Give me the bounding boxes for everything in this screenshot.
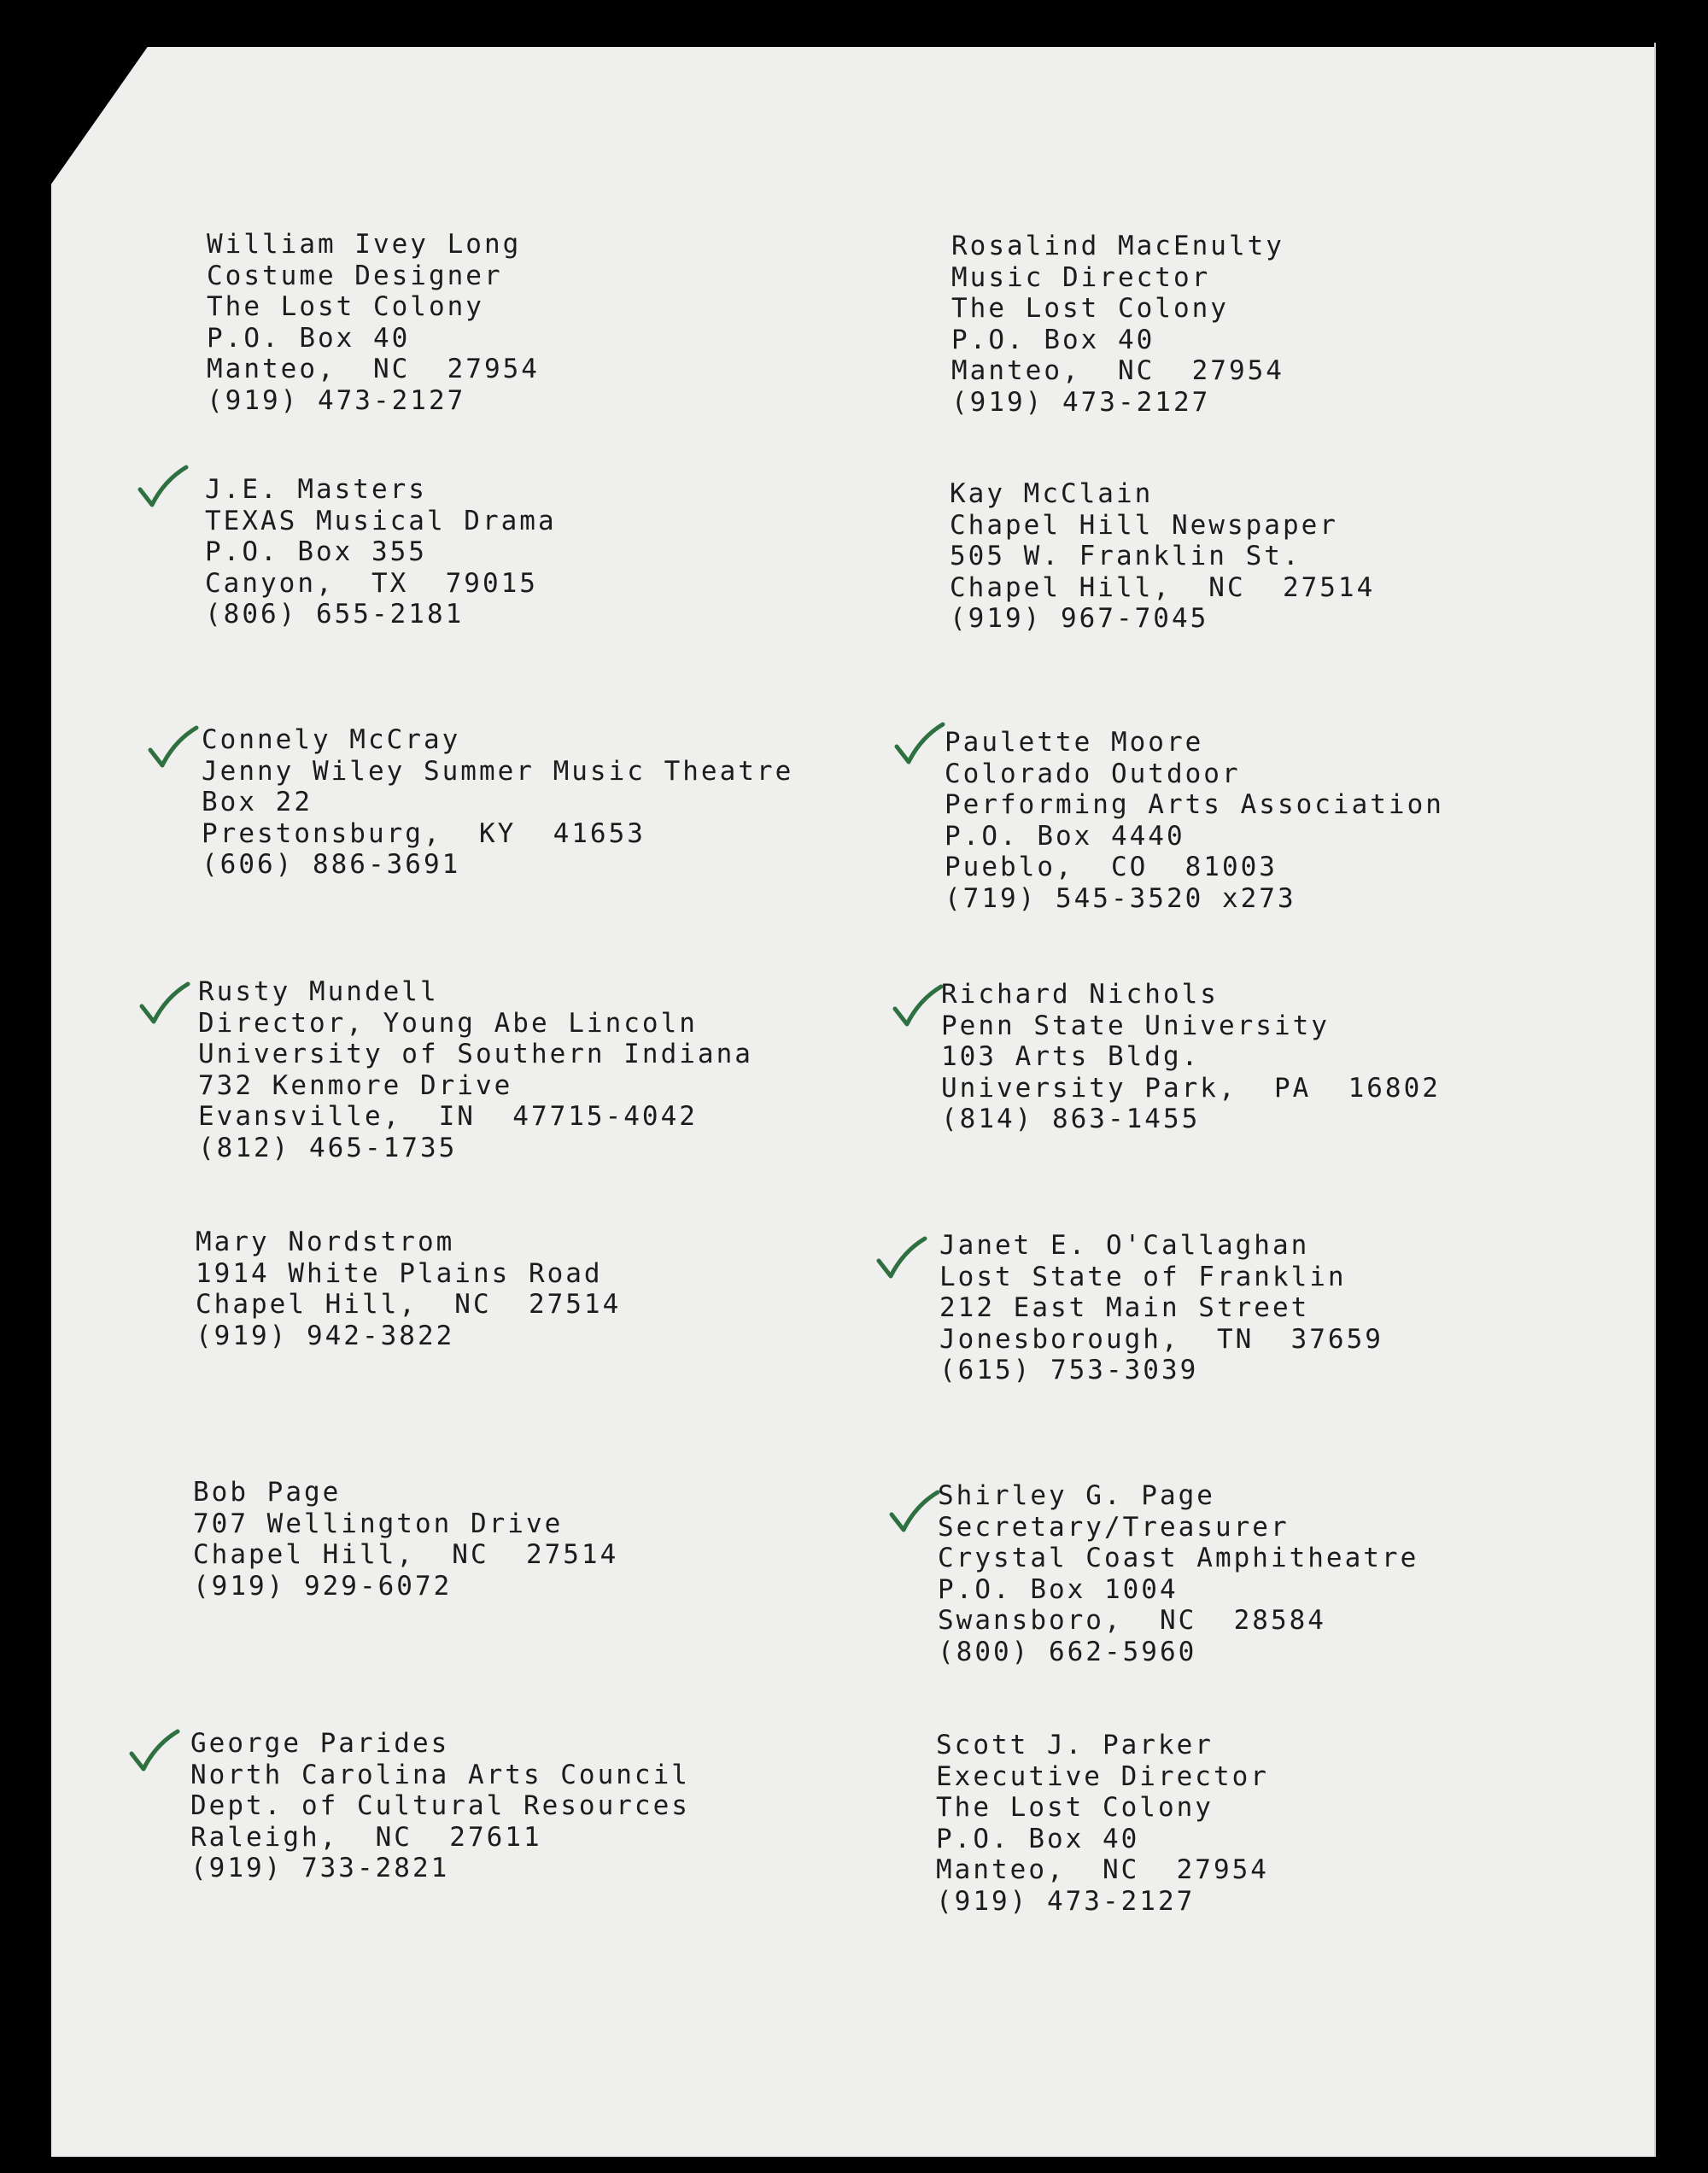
- address-entry-moore: [945, 727, 1542, 914]
- check-mark-icon: [128, 1730, 179, 1781]
- address-line: Swansboro, NC 28584: [938, 1605, 1326, 1636]
- address-entry-mundell: [198, 976, 796, 1163]
- address-line: (615) 753-3039: [939, 1355, 1199, 1385]
- address-line: TEXAS Musical Drama: [205, 505, 557, 536]
- contact-name: Bob Page: [193, 1477, 342, 1508]
- contact-name: Shirley G. Page: [938, 1480, 1215, 1511]
- address-line: Colorado Outdoor: [945, 758, 1241, 789]
- contact-name: Paulette Moore: [945, 727, 1204, 758]
- address-line: (919) 733-2821: [190, 1853, 450, 1883]
- address-line: University Park, PA 16802: [941, 1072, 1441, 1104]
- contact-name: Rosalind MacEnulty: [951, 231, 1284, 261]
- address-line: Pueblo, CO 81003: [945, 852, 1278, 882]
- address-entry-nichols: [941, 979, 1539, 1135]
- address-line: Penn State University: [941, 1010, 1330, 1041]
- address-line: (919) 473-2127: [207, 384, 466, 416]
- address-line: Canyon, TX 79015: [205, 567, 538, 599]
- contact-name: Scott J. Parker: [936, 1730, 1214, 1760]
- address-line: (812) 465-1735: [198, 1132, 458, 1163]
- address-line: (814) 863-1455: [941, 1104, 1201, 1134]
- address-line: (919) 942-3822: [196, 1320, 455, 1351]
- address-entry-macenulty: [951, 231, 1549, 418]
- contact-name: William Ivey Long: [207, 229, 522, 260]
- address-line: P.O. Box 355: [205, 536, 427, 567]
- address-line: North Carolina Arts Council: [190, 1759, 690, 1790]
- check-mark-icon: [138, 982, 190, 1034]
- address-line: University of Southern Indiana: [198, 1039, 753, 1069]
- address-line: Dept. of Cultural Resources: [190, 1790, 690, 1821]
- address-line: 732 Kenmore Drive: [198, 1069, 513, 1101]
- check-mark-icon: [147, 726, 198, 777]
- contact-name: Rusty Mundell: [198, 976, 439, 1007]
- address-line: Box 22: [202, 787, 313, 817]
- check-mark-icon: [893, 723, 945, 774]
- check-mark-icon: [888, 1491, 939, 1542]
- address-line: P.O. Box 40: [207, 322, 411, 354]
- address-line: Prestonsburg, KY 41653: [202, 817, 646, 849]
- address-entry-shirleypage: [938, 1480, 1535, 1667]
- check-mark-icon: [875, 1237, 927, 1288]
- address-line: 505 W. Franklin St.: [950, 541, 1301, 571]
- address-line: (800) 662-5960: [938, 1636, 1197, 1667]
- contact-name: J.E. Masters: [205, 474, 427, 505]
- address-line: The Lost Colony: [936, 1792, 1214, 1823]
- address-line: 103 Arts Bldg.: [941, 1041, 1201, 1072]
- address-line: P.O. Box 1004: [938, 1573, 1179, 1605]
- address-line: P.O. Box 40: [951, 324, 1155, 355]
- address-line: Chapel Hill, NC 27514: [950, 571, 1376, 603]
- address-line: (919) 929-6072: [193, 1570, 453, 1602]
- contact-name: George Parides: [190, 1728, 450, 1759]
- address-line: Jonesborough, TN 37659: [939, 1323, 1383, 1355]
- contact-name: Connely McCray: [202, 724, 461, 755]
- address-line: (606) 886-3691: [202, 849, 461, 880]
- address-line: Manteo, NC 27954: [207, 354, 540, 384]
- address-line: Raleigh, NC 27611: [190, 1821, 542, 1853]
- contact-name: Mary Nordstrom: [196, 1227, 455, 1257]
- address-entry-ocallaghan: [939, 1230, 1537, 1386]
- address-line: Manteo, NC 27954: [936, 1854, 1269, 1885]
- contact-name: Kay McClain: [950, 478, 1154, 509]
- address-line: Music Director: [951, 261, 1211, 293]
- address-line: Lost State of Franklin: [939, 1261, 1347, 1292]
- address-line: Chapel Hill, NC 27514: [193, 1539, 619, 1570]
- address-line: Performing Arts Association: [945, 789, 1444, 820]
- address-line: (719) 545-3520 x273: [945, 882, 1296, 914]
- check-mark-icon: [892, 985, 943, 1036]
- address-line: Chapel Hill, NC 27514: [196, 1289, 622, 1320]
- contact-name: Richard Nichols: [941, 979, 1219, 1010]
- address-line: The Lost Colony: [951, 293, 1229, 324]
- address-entry-parides: [190, 1728, 788, 1884]
- address-entry-bobpage: [193, 1477, 791, 1602]
- address-line: (919) 473-2127: [936, 1885, 1196, 1917]
- address-entry-mcclain: [950, 478, 1547, 635]
- address-line: P.O. Box 40: [936, 1823, 1140, 1854]
- address-line: Director, Young Abe Lincoln: [198, 1007, 698, 1039]
- address-line: P.O. Box 4440: [945, 820, 1185, 852]
- address-line: 212 East Main Street: [939, 1292, 1310, 1323]
- address-line: Chapel Hill Newspaper: [950, 509, 1338, 541]
- address-entry-long: [207, 229, 804, 416]
- address-line: Secretary/Treasurer: [938, 1511, 1290, 1543]
- address-line: (919) 967-7045: [950, 603, 1209, 634]
- address-line: 707 Wellington Drive: [193, 1508, 564, 1539]
- address-line: Costume Designer: [207, 260, 503, 291]
- address-line: The Lost Colony: [207, 291, 484, 322]
- check-mark-icon: [137, 466, 188, 517]
- address-line: Executive Director: [936, 1760, 1269, 1792]
- address-line: (806) 655-2181: [205, 599, 465, 630]
- address-line: Manteo, NC 27954: [951, 355, 1284, 386]
- address-entry-mccray: [202, 724, 799, 881]
- address-entry-nordstrom: [196, 1227, 793, 1351]
- address-line: Crystal Coast Amphitheatre: [938, 1543, 1419, 1573]
- page-edge: [1644, 43, 1656, 2157]
- address-line: Evansville, IN 47715-4042: [198, 1101, 698, 1132]
- contact-name: Janet E. O'Callaghan: [939, 1230, 1310, 1261]
- address-entry-parker: [936, 1730, 1534, 1917]
- address-line: Jenny Wiley Summer Music Theatre: [202, 755, 794, 787]
- address-entry-masters: [205, 474, 803, 630]
- address-line: 1914 White Plains Road: [196, 1257, 603, 1289]
- address-line: (919) 473-2127: [951, 386, 1211, 418]
